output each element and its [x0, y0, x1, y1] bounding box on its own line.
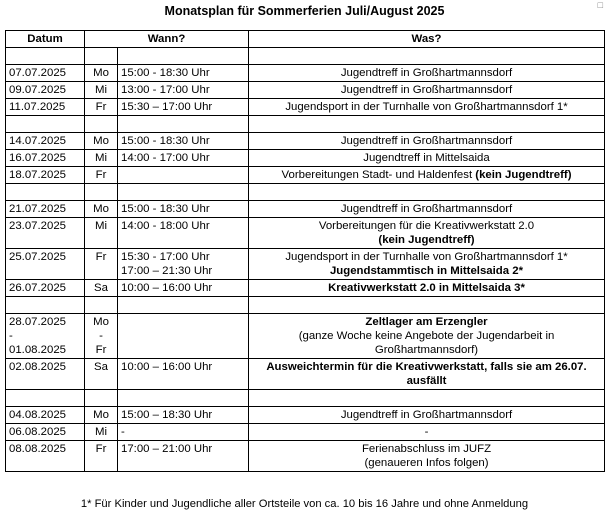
activity-text: ausfällt — [406, 375, 447, 387]
day-cell — [85, 167, 118, 184]
activity-line — [252, 408, 601, 422]
spacer-cell — [249, 390, 605, 407]
spacer-cell — [249, 297, 605, 314]
spacer-cell — [85, 297, 118, 314]
time-cell-line: 15:00 – 18:30 Uhr — [121, 409, 213, 421]
time-cell — [118, 359, 249, 390]
time-cell — [118, 424, 249, 441]
time-cell — [118, 201, 249, 218]
spacer-cell — [6, 390, 85, 407]
day-cell — [85, 407, 118, 424]
date-cell-line: 08.08.2025 — [9, 443, 67, 455]
activity-cell — [249, 424, 605, 441]
activity-text: - — [424, 426, 429, 438]
schedule-table — [5, 30, 605, 472]
table-row — [6, 99, 605, 116]
date-cell-line: 06.08.2025 — [9, 426, 67, 438]
activity-line — [252, 134, 601, 148]
table-row — [6, 280, 605, 297]
page-title: Monatsplan für Sommerferien Juli/August 2025 — [164, 4, 445, 18]
time-cell — [118, 82, 249, 99]
table-row — [6, 249, 605, 280]
date-cell — [6, 407, 85, 424]
spacer-row — [6, 116, 605, 133]
date-cell — [6, 424, 85, 441]
activity-text: Vorbereitungen für die Kreativwerkstatt 2.0 — [318, 220, 535, 232]
activity-text: Zeltlager am Erzengler — [365, 316, 488, 328]
date-cell-line: 14.07.2025 — [9, 135, 67, 147]
date-cell — [6, 99, 85, 116]
spacer-cell — [249, 116, 605, 133]
spacer-cell — [118, 184, 249, 201]
day-cell — [85, 65, 118, 82]
day-cell — [85, 424, 118, 441]
date-cell — [6, 82, 85, 99]
spacer-row — [6, 48, 605, 65]
activity-line — [252, 315, 601, 329]
activity-text: (kein Jugendtreff) — [378, 234, 475, 246]
spacer-cell — [6, 184, 85, 201]
activity-cell — [249, 218, 605, 249]
activity-note: (kein Jugendtreff) — [475, 169, 572, 181]
activity-text: Jugendtreff in Großhartmannsdorf — [340, 135, 513, 147]
time-cell — [118, 65, 249, 82]
table-row — [6, 441, 605, 472]
day-cell-line: Fr — [95, 443, 107, 455]
activity-line — [252, 264, 601, 278]
spacer-cell — [85, 184, 118, 201]
activity-text: Jugendtreff in Mittelsaida — [363, 152, 490, 164]
date-cell-line: 01.08.2025 — [9, 344, 67, 356]
date-cell-line: - — [9, 330, 13, 342]
day-cell — [85, 249, 118, 280]
activity-line — [252, 374, 601, 388]
activity-text: Jugendsport in der Turnhalle von Großhartmannsdorf 1* — [285, 101, 568, 113]
activity-line — [252, 151, 601, 165]
date-cell — [6, 359, 85, 390]
spacer-cell — [118, 116, 249, 133]
day-cell-line: Fr — [95, 101, 107, 113]
time-cell-line: 10:00 – 16:00 Uhr — [121, 282, 213, 294]
time-cell — [118, 218, 249, 249]
table-row — [6, 424, 605, 441]
date-cell-line: 16.07.2025 — [9, 152, 67, 164]
activity-text: Jugendtreff in Großhartmannsdorf — [340, 67, 513, 79]
activity-cell — [249, 280, 605, 297]
activity-cell — [249, 359, 605, 390]
spacer-cell — [85, 390, 118, 407]
day-cell-line: Mo — [93, 203, 109, 215]
date-cell — [6, 280, 85, 297]
table-row — [6, 133, 605, 150]
activity-line — [252, 66, 601, 80]
activity-cell — [249, 314, 605, 359]
day-cell-line: - — [99, 330, 103, 342]
time-cell-line: 13:00 - 17:00 Uhr — [121, 84, 210, 96]
activity-text: (ganze Woche keine Angebote der Jugendarbeit in — [298, 330, 555, 342]
activity-cell — [249, 82, 605, 99]
time-cell-line: 15:30 – 17:00 Uhr — [121, 101, 213, 113]
time-cell — [118, 407, 249, 424]
activity-text: Ausweichtermin für die Kreativwerkstatt, falls sie am 26.07. — [266, 361, 587, 373]
date-cell-line: 04.08.2025 — [9, 409, 67, 421]
spacer-cell — [249, 184, 605, 201]
date-cell — [6, 314, 85, 359]
date-cell — [6, 201, 85, 218]
activity-line — [252, 281, 601, 295]
schedule-body — [6, 48, 605, 472]
day-cell — [85, 201, 118, 218]
spacer-cell — [118, 390, 249, 407]
date-cell — [6, 167, 85, 184]
day-cell-line: Sa — [94, 361, 108, 373]
date-cell-line: 02.08.2025 — [9, 361, 67, 373]
date-cell — [6, 65, 85, 82]
time-cell-line: 14:00 - 17:00 Uhr — [121, 152, 210, 164]
day-cell-line: Fr — [95, 344, 107, 356]
activity-cell — [249, 167, 605, 184]
activity-text: Kreativwerkstatt 2.0 in Mittelsaida 3* — [328, 282, 525, 294]
spacer-row — [6, 297, 605, 314]
activity-text: Jugendstammtisch in Mittelsaida 2* — [329, 265, 524, 277]
date-cell — [6, 150, 85, 167]
activity-text: Jugendtreff in Großhartmannsdorf — [340, 84, 513, 96]
time-cell — [118, 150, 249, 167]
day-cell-line: Mi — [94, 426, 108, 438]
time-cell-line: - — [121, 426, 125, 438]
time-cell-line: 10:00 – 16:00 Uhr — [121, 361, 213, 373]
day-cell — [85, 314, 118, 359]
activity-text: (genaueren Infos folgen) — [364, 457, 489, 469]
activity-cell — [249, 201, 605, 218]
activity-text: Großhartmannsdorf) — [374, 344, 479, 356]
spacer-cell — [6, 297, 85, 314]
day-cell — [85, 441, 118, 472]
activity-line — [252, 360, 601, 374]
table-row — [6, 201, 605, 218]
activity-text: Jugendtreff in Großhartmannsdorf — [340, 203, 513, 215]
activity-line — [252, 168, 601, 182]
time-cell-line: 15:00 - 18:30 Uhr — [121, 67, 210, 79]
header-what: Was? — [249, 31, 605, 48]
day-cell — [85, 150, 118, 167]
header-when: Wann? — [85, 31, 249, 48]
time-cell — [118, 133, 249, 150]
day-cell — [85, 99, 118, 116]
day-cell-line: Mi — [94, 84, 108, 96]
corner-mark: □ — [597, 0, 603, 10]
spacer-cell — [249, 48, 605, 65]
date-cell — [6, 218, 85, 249]
day-cell — [85, 133, 118, 150]
table-row — [6, 218, 605, 249]
time-cell — [118, 280, 249, 297]
activity-cell — [249, 99, 605, 116]
activity-line — [252, 219, 601, 233]
table-row — [6, 359, 605, 390]
day-cell-line: Fr — [95, 169, 107, 181]
activity-cell — [249, 150, 605, 167]
activity-text: Jugendsport in der Turnhalle von Großhartmannsdorf 1* — [285, 251, 568, 263]
day-cell-line: Mo — [93, 409, 109, 421]
date-cell-line: 23.07.2025 — [9, 220, 67, 232]
date-cell-line: 07.07.2025 — [9, 67, 67, 79]
spacer-row — [6, 184, 605, 201]
time-cell — [118, 99, 249, 116]
day-cell-line: Mo — [93, 135, 109, 147]
activity-line — [252, 202, 601, 216]
day-cell-line: Mi — [94, 220, 108, 232]
day-cell — [85, 359, 118, 390]
activity-cell — [249, 441, 605, 472]
activity-line — [252, 250, 601, 264]
day-cell-line: Mi — [94, 152, 108, 164]
activity-text: Ferienabschluss im JUFZ — [361, 443, 492, 455]
header-date: Datum — [6, 31, 85, 48]
activity-cell — [249, 407, 605, 424]
spacer-row — [6, 390, 605, 407]
time-cell-line: 15:00 - 18:30 Uhr — [121, 203, 210, 215]
time-cell — [118, 314, 249, 359]
table-row — [6, 167, 605, 184]
table-row — [6, 150, 605, 167]
day-cell-line: Sa — [94, 282, 108, 294]
footnote: 1* Für Kinder und Jugendliche aller Ortsteile von ca. 10 bis 16 Jahre und ohne Anmeldung — [80, 498, 529, 510]
activity-line — [252, 100, 601, 114]
day-cell — [85, 82, 118, 99]
date-cell-line: 18.07.2025 — [9, 169, 67, 181]
table-row — [6, 407, 605, 424]
day-cell-line: Fr — [95, 251, 107, 263]
time-cell — [118, 441, 249, 472]
spacer-cell — [6, 116, 85, 133]
activity-cell — [249, 65, 605, 82]
day-cell — [85, 218, 118, 249]
table-row — [6, 314, 605, 359]
activity-line — [252, 83, 601, 97]
time-cell — [118, 167, 249, 184]
date-cell-line: 21.07.2025 — [9, 203, 67, 215]
time-cell-line: 14:00 - 18:00 Uhr — [121, 220, 210, 232]
activity-line — [252, 456, 601, 470]
activity-cell — [249, 249, 605, 280]
activity-line — [252, 442, 601, 456]
table-row — [6, 82, 605, 99]
spacer-cell — [118, 48, 249, 65]
day-cell-line: Mo — [93, 67, 109, 79]
activity-text: Vorbereitungen Stadt- und Haldenfest — [281, 169, 476, 181]
time-cell-line: 17:00 – 21:00 Uhr — [121, 443, 213, 455]
day-cell-line: Mo — [93, 316, 109, 328]
date-cell-line: 09.07.2025 — [9, 84, 67, 96]
date-cell — [6, 133, 85, 150]
activity-line — [252, 233, 601, 247]
spacer-cell — [85, 48, 118, 65]
date-cell-line: 25.07.2025 — [9, 251, 67, 263]
date-cell-line: 11.07.2025 — [9, 101, 66, 113]
activity-line — [252, 329, 601, 343]
spacer-cell — [118, 297, 249, 314]
activity-line — [252, 425, 601, 439]
day-cell — [85, 280, 118, 297]
spacer-cell — [85, 116, 118, 133]
activity-cell — [249, 133, 605, 150]
table-header-row — [6, 31, 605, 48]
activity-text: Jugendtreff in Großhartmannsdorf — [340, 409, 513, 421]
date-cell-line: 28.07.2025 — [9, 316, 67, 328]
time-cell-line: 15:30 - 17:00 Uhr — [121, 251, 210, 263]
date-cell — [6, 249, 85, 280]
time-cell-line: 15:00 - 18:30 Uhr — [121, 135, 210, 147]
table-row — [6, 65, 605, 82]
time-cell-line: 17:00 – 21:30 Uhr — [121, 265, 213, 277]
spacer-cell — [6, 48, 85, 65]
time-cell — [118, 249, 249, 280]
date-cell-line: 26.07.2025 — [9, 282, 67, 294]
activity-line — [252, 343, 601, 357]
date-cell — [6, 441, 85, 472]
